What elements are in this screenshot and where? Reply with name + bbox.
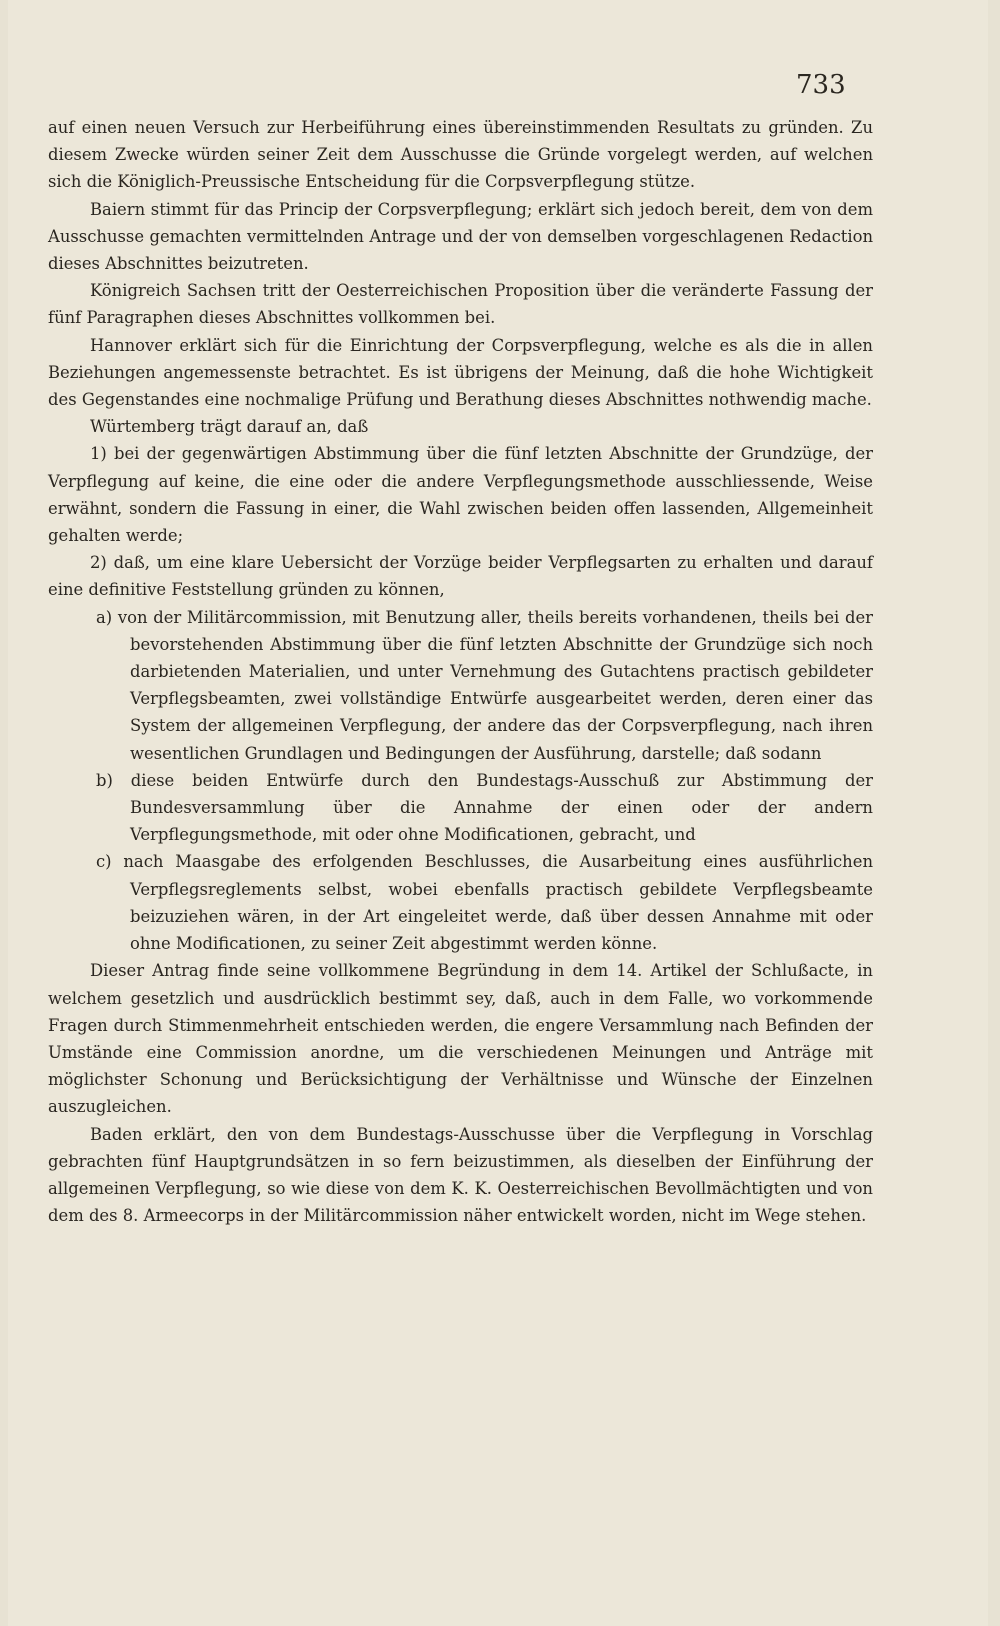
paragraph: Hannover erklärt sich für die Einrichtung der Corpsverpflegung, welche es als die in allen Beziehungen angemessenste betrachtet. Es ist übrigens der Meinung, daß die hohe Wichtigkeit des Gegenstandes eine nochmalige Prüfung und Berathung dieses Abschnittes nothwendig mache. (48, 335, 873, 410)
body-text (48, 114, 873, 1229)
document-page (8, 0, 988, 1626)
paragraph: Baiern stimmt für das Princip der Corpsverpflegung; erklärt sich jedoch bereit, dem von dem Ausschusse gemachten vermittelnden Antrage und der von demselben vorgeschlagenen Redaction dieses Abschnittes beizutreten. (48, 199, 873, 274)
list-item: 1) bei der gegenwärtigen Abstimmung über die fünf letzten Abschnitte der Grundzüge, der Verpflegung auf keine, die eine oder die andere Verpflegungsmethode ausschliessende, Weise erwähnt, sondern die Fassung in einer, die Wahl zwischen beiden offen lassenden, Allgemeinheit gehalten werde; (48, 444, 873, 546)
page-number: 733 (796, 70, 846, 100)
sub-list-item: c) nach Maasgabe des erfolgenden Beschlusses, die Ausarbeitung eines ausführlichen Verpflegsreglements selbst, wobei ebenfalls practisch gebildete Verpflegsbeamte beizuziehen wären, in der Art eingeleitet werde, daß über dessen Annahme mit oder ohne Modificationen, zu seiner Zeit abgestimmt werden könne. (96, 852, 873, 954)
paragraph: Königreich Sachsen tritt der Oesterreichischen Proposition über die veränderte Fassung der fünf Paragraphen dieses Abschnittes vollkommen bei. (48, 281, 873, 328)
paragraph: Würtemberg trägt darauf an, daß (90, 417, 369, 437)
sub-list-item: b) diese beiden Entwürfe durch den Bundestags-Ausschuß zur Abstimmung der Bundesversammlung über die Annahme der einen oder der andern Verpflegungsmethode, mit oder ohne Modificationen, gebracht, und (96, 770, 873, 845)
sub-list-item: a) von der Militärcommission, mit Benutzung aller, theils bereits vorhandenen, theils bei der bevorstehenden Abstimmung über die fünf letzten Abschnitte der Grundzüge sich noch darbietenden Materialien, und unter Vernehmung des Gutachtens practisch gebildeter Verpflegsbeamten, zwei vollständige Entwürfe ausgearbeitet werden, deren einer das System der allgemeinen Verpflegung, der andere das der Corpsverpflegung, nach ihren wesentlichen Grundlagen und Bedingungen der Ausführung, darstelle; daß sodann (96, 607, 873, 763)
paragraph: Baden erklärt, den von dem Bundestags-Ausschusse über die Verpflegung in Vorschlag gebrachten fünf Hauptgrundsätzen in so fern beizustimmen, als dieselben der Einführung der allgemeinen Verpflegung, so wie diese von dem K. K. Oesterreichischen Bevollmächtigten und von dem des 8. Armeecorps in der Militärcommission näher entwickelt worden, nicht im Wege stehen. (48, 1124, 873, 1226)
list-item: 2) daß, um eine klare Uebersicht der Vorzüge beider Verpflegsarten zu erhalten und darauf eine definitive Feststellung gründen zu können, (48, 553, 873, 600)
paragraph: Dieser Antrag finde seine vollkommene Begründung in dem 14. Artikel der Schlußacte, in welchem gesetzlich und ausdrücklich bestimmt sey, daß, auch in dem Falle, wo vorkommende Fragen durch Stimmenmehrheit entschieden werden, die engere Versammlung nach Befinden der Umstände eine Commission anordne, um die verschiedenen Meinungen und Anträge mit möglichster Schonung und Berücksichtigung der Verhältnisse und Wünsche der Einzelnen auszugleichen. (48, 961, 873, 1117)
paragraph: auf einen neuen Versuch zur Herbeiführung eines übereinstimmenden Resultats zu gründen. Zu diesem Zwecke würden seiner Zeit dem Ausschusse die Gründe vorgelegt werden, auf welchen sich die Königlich-Preussische Entscheidung für die Corpsverpflegung stütze. (48, 118, 873, 192)
